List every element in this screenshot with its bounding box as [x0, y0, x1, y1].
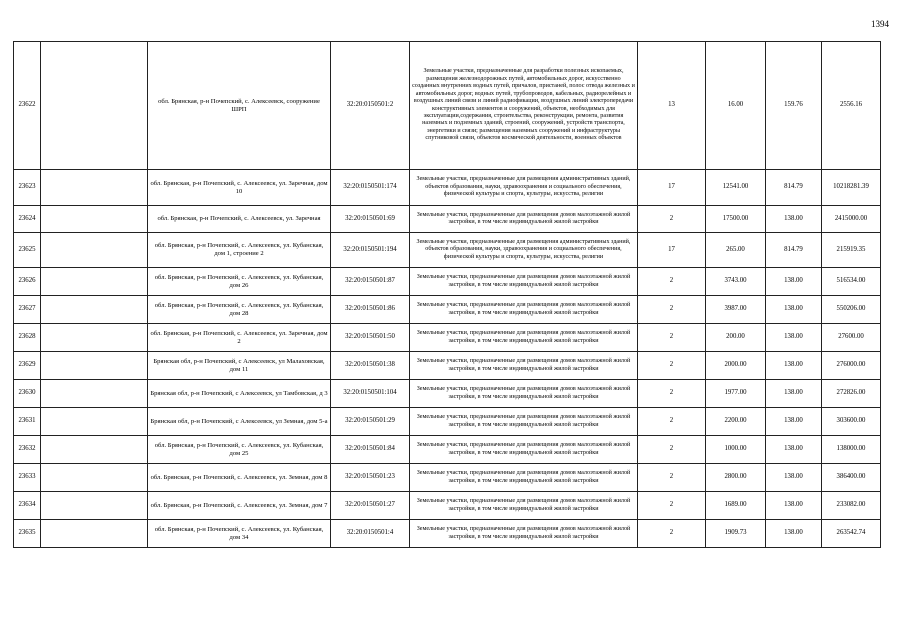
address-cell: обл. Брянская, р-н Почепский, с. Алексеевск, ул. Заречная, дом 10: [148, 170, 331, 206]
empty-cell: [41, 324, 148, 352]
use-code-cell: 17: [638, 170, 706, 206]
table-row: [14, 408, 881, 436]
specific-value-cell: 138.00: [766, 520, 822, 548]
cadastral-value-cell: 516534.00: [822, 268, 881, 296]
area-cell: 265.00: [706, 233, 766, 268]
table-row: [14, 464, 881, 492]
use-code-cell: 2: [638, 408, 706, 436]
land-use-cell: Земельные участки, предназначенные для размещения административных зданий, объектов образования, науки, здравоохранения и социального обеспечения, физической культуры и спорта, культуры, искусства, религии: [410, 170, 638, 206]
specific-value-cell: 138.00: [766, 408, 822, 436]
row-number-cell: 23635: [14, 520, 41, 548]
land-use-cell: Земельные участки, предназначенные для размещения домов малоэтажной жилой застройки, в том числе индивидуальной жилой застройки: [410, 352, 638, 380]
row-number-cell: 23634: [14, 492, 41, 520]
empty-cell: [41, 520, 148, 548]
use-code-cell: 13: [638, 42, 706, 170]
use-code-cell: 2: [638, 296, 706, 324]
specific-value-cell: 814.79: [766, 170, 822, 206]
table-row: [14, 268, 881, 296]
row-number-cell: 23628: [14, 324, 41, 352]
area-cell: 16.00: [706, 42, 766, 170]
cadastral-number-cell: 32:20:0150501:4: [331, 520, 410, 548]
address-cell: обл. Брянская, р-н Почепский, с. Алексеевск, ул. Земная, дом 7: [148, 492, 331, 520]
specific-value-cell: 138.00: [766, 436, 822, 464]
empty-cell: [41, 170, 148, 206]
specific-value-cell: 138.00: [766, 324, 822, 352]
cadastral-number-cell: 32:20:0150501:50: [331, 324, 410, 352]
area-cell: 2800.00: [706, 464, 766, 492]
table-row: [14, 324, 881, 352]
address-cell: Брянская обл, р-н Почепский, с Алексеевск, ул Тамбовская, д 3: [148, 380, 331, 408]
empty-cell: [41, 206, 148, 233]
empty-cell: [41, 436, 148, 464]
area-cell: 2200.00: [706, 408, 766, 436]
table-row: [14, 492, 881, 520]
land-use-cell: Земельные участки, предназначенные для разработки полезных ископаемых, размещения железнодорожных путей, автомобильных дорог, искусственно созданных внутренних водных путей, причалов, пристаней, полос отвода железных и автомобильных дорог, водных путей, трубопроводов, кабельных, радиорелейных и воздушных линий связи и линий радиофикации, воздушных линий электропередачи конструктивных элементов и сооружений, объектов, необходимых для эксплуатации,содержания, строительства, реконструкции, ремонта, развития наземных и подземных зданий, строений, сооружений, устройств транспорта, энергетики и связи; размещения наземных сооружений и инфраструктуры спутниковой связи, объектов космической деятельности, военных объектов: [410, 42, 638, 170]
use-code-cell: 2: [638, 520, 706, 548]
area-cell: 200.00: [706, 324, 766, 352]
use-code-cell: 2: [638, 492, 706, 520]
cadastral-number-cell: 32:20:0150501:174: [331, 170, 410, 206]
use-code-cell: 2: [638, 206, 706, 233]
specific-value-cell: 138.00: [766, 492, 822, 520]
use-code-cell: 2: [638, 352, 706, 380]
use-code-cell: 2: [638, 380, 706, 408]
table-row: [14, 380, 881, 408]
empty-cell: [41, 268, 148, 296]
land-use-cell: Земельные участки, предназначенные для размещения домов малоэтажной жилой застройки, в том числе индивидуальной жилой застройки: [410, 324, 638, 352]
row-number-cell: 23631: [14, 408, 41, 436]
page-number: 1394: [871, 19, 889, 29]
specific-value-cell: 138.00: [766, 206, 822, 233]
row-number-cell: 23624: [14, 206, 41, 233]
cadastral-number-cell: 32:20:0150501:84: [331, 436, 410, 464]
cadastral-value-cell: 215919.35: [822, 233, 881, 268]
cadastral-value-cell: 2415000.00: [822, 206, 881, 233]
area-cell: 2000.00: [706, 352, 766, 380]
area-cell: 3987.00: [706, 296, 766, 324]
specific-value-cell: 138.00: [766, 268, 822, 296]
cadastral-number-cell: 32:20:0150501:69: [331, 206, 410, 233]
cadastral-value-cell: 276000.00: [822, 352, 881, 380]
row-number-cell: 23630: [14, 380, 41, 408]
cadastral-number-cell: 32:20:0150501:86: [331, 296, 410, 324]
use-code-cell: 2: [638, 268, 706, 296]
use-code-cell: 2: [638, 464, 706, 492]
cadastral-number-cell: 32:20:0150501:23: [331, 464, 410, 492]
row-number-cell: 23627: [14, 296, 41, 324]
specific-value-cell: 814.79: [766, 233, 822, 268]
cadastral-value-cell: 263542.74: [822, 520, 881, 548]
table-row: [14, 352, 881, 380]
area-cell: 1977.00: [706, 380, 766, 408]
cadastral-value-cell: 303600.00: [822, 408, 881, 436]
address-cell: обл. Брянская, р-н Почепский, с. Алексеевск, ул. Кубанская, дом 25: [148, 436, 331, 464]
address-cell: обл. Брянская, р-н Почепский, с. Алексеевск, ул. Кубанская, дом 1, строение 2: [148, 233, 331, 268]
empty-cell: [41, 408, 148, 436]
specific-value-cell: 138.00: [766, 380, 822, 408]
empty-cell: [41, 233, 148, 268]
land-use-cell: Земельные участки, предназначенные для размещения домов малоэтажной жилой застройки, в том числе индивидуальной жилой застройки: [410, 206, 638, 233]
land-use-cell: Земельные участки, предназначенные для размещения домов малоэтажной жилой застройки, в том числе индивидуальной жилой застройки: [410, 464, 638, 492]
cadastral-number-cell: 32:20:0150501:194: [331, 233, 410, 268]
table-row: [14, 436, 881, 464]
cadastral-value-cell: 233082.00: [822, 492, 881, 520]
address-cell: обл. Брянская, р-н Почепский, с. Алексеевск, ул. Кубанская, дом 26: [148, 268, 331, 296]
land-use-cell: Земельные участки, предназначенные для размещения домов малоэтажной жилой застройки, в том числе индивидуальной жилой застройки: [410, 520, 638, 548]
address-cell: обл. Брянская, р-н Почепский, с. Алексеевск, ул. Кубанская, дом 28: [148, 296, 331, 324]
cadastral-number-cell: 32:20:0150501:2: [331, 42, 410, 170]
table-row: [14, 170, 881, 206]
cadastral-value-cell: 2556.16: [822, 42, 881, 170]
cadastral-value-cell: 550206.00: [822, 296, 881, 324]
address-cell: Брянская обл, р-н Почепский, с Алексеевск, ул Малаховская, дом 11: [148, 352, 331, 380]
land-use-cell: Земельные участки, предназначенные для размещения домов малоэтажной жилой застройки, в том числе индивидуальной жилой застройки: [410, 492, 638, 520]
empty-cell: [41, 352, 148, 380]
land-use-cell: Земельные участки, предназначенные для размещения домов малоэтажной жилой застройки, в том числе индивидуальной жилой застройки: [410, 268, 638, 296]
land-use-cell: Земельные участки, предназначенные для размещения домов малоэтажной жилой застройки, в том числе индивидуальной жилой застройки: [410, 296, 638, 324]
empty-cell: [41, 42, 148, 170]
table-row: [14, 233, 881, 268]
empty-cell: [41, 380, 148, 408]
cadastral-number-cell: 32:20:0150501:29: [331, 408, 410, 436]
address-cell: обл. Брянская, р-н Почепский, с. Алексеевск, ул. Земная, дом 8: [148, 464, 331, 492]
use-code-cell: 2: [638, 436, 706, 464]
cadastral-number-cell: 32:20:0150501:38: [331, 352, 410, 380]
specific-value-cell: 138.00: [766, 296, 822, 324]
row-number-cell: 23629: [14, 352, 41, 380]
cadastral-value-table: [13, 41, 881, 548]
row-number-cell: 23633: [14, 464, 41, 492]
cadastral-number-cell: 32:20:0150501:87: [331, 268, 410, 296]
land-use-cell: Земельные участки, предназначенные для размещения домов малоэтажной жилой застройки, в том числе индивидуальной жилой застройки: [410, 408, 638, 436]
table-row: [14, 42, 881, 170]
cadastral-value-cell: 138000.00: [822, 436, 881, 464]
cadastral-value-cell: 272826.00: [822, 380, 881, 408]
specific-value-cell: 138.00: [766, 464, 822, 492]
cadastral-number-cell: 32:20:0150501:104: [331, 380, 410, 408]
empty-cell: [41, 464, 148, 492]
land-use-cell: Земельные участки, предназначенные для размещения административных зданий, объектов образования, науки, здравоохранения и социального обеспечения, физической культуры и спорта, культуры, искусства, религии: [410, 233, 638, 268]
area-cell: 1689.00: [706, 492, 766, 520]
address-cell: обл. Брянская, р-н Почепский, с. Алексеевск, ул. Кубанская, дом 34: [148, 520, 331, 548]
use-code-cell: 2: [638, 324, 706, 352]
table-row: [14, 206, 881, 233]
table-row: [14, 520, 881, 548]
address-cell: обл. Брянская, р-н Почепский, с. Алексеевск, сооружение ШРП: [148, 42, 331, 170]
row-number-cell: 23632: [14, 436, 41, 464]
cadastral-value-cell: 27600.00: [822, 324, 881, 352]
cadastral-value-cell: 10218281.39: [822, 170, 881, 206]
row-number-cell: 23625: [14, 233, 41, 268]
land-use-cell: Земельные участки, предназначенные для размещения домов малоэтажной жилой застройки, в том числе индивидуальной жилой застройки: [410, 436, 638, 464]
row-number-cell: 23622: [14, 42, 41, 170]
empty-cell: [41, 492, 148, 520]
cadastral-number-cell: 32:20:0150501:27: [331, 492, 410, 520]
area-cell: 17500.00: [706, 206, 766, 233]
area-cell: 12541.00: [706, 170, 766, 206]
address-cell: Брянская обл, р-н Почепский, с Алексеевск, ул Земная, дом 5-а: [148, 408, 331, 436]
empty-cell: [41, 296, 148, 324]
area-cell: 1909.73: [706, 520, 766, 548]
row-number-cell: 23623: [14, 170, 41, 206]
row-number-cell: 23626: [14, 268, 41, 296]
specific-value-cell: 138.00: [766, 352, 822, 380]
address-cell: обл. Брянская, р-н Почепский, с. Алексеевск, ул. Заречная, дом 2: [148, 324, 331, 352]
table-body: [14, 42, 881, 548]
area-cell: 1000.00: [706, 436, 766, 464]
cadastral-value-cell: 386400.00: [822, 464, 881, 492]
area-cell: 3743.00: [706, 268, 766, 296]
address-cell: обл. Брянская, р-н Почепский, с. Алексеевск, ул. Заречная: [148, 206, 331, 233]
land-use-cell: Земельные участки, предназначенные для размещения домов малоэтажной жилой застройки, в том числе индивидуальной жилой застройки: [410, 380, 638, 408]
use-code-cell: 17: [638, 233, 706, 268]
table-row: [14, 296, 881, 324]
specific-value-cell: 159.76: [766, 42, 822, 170]
